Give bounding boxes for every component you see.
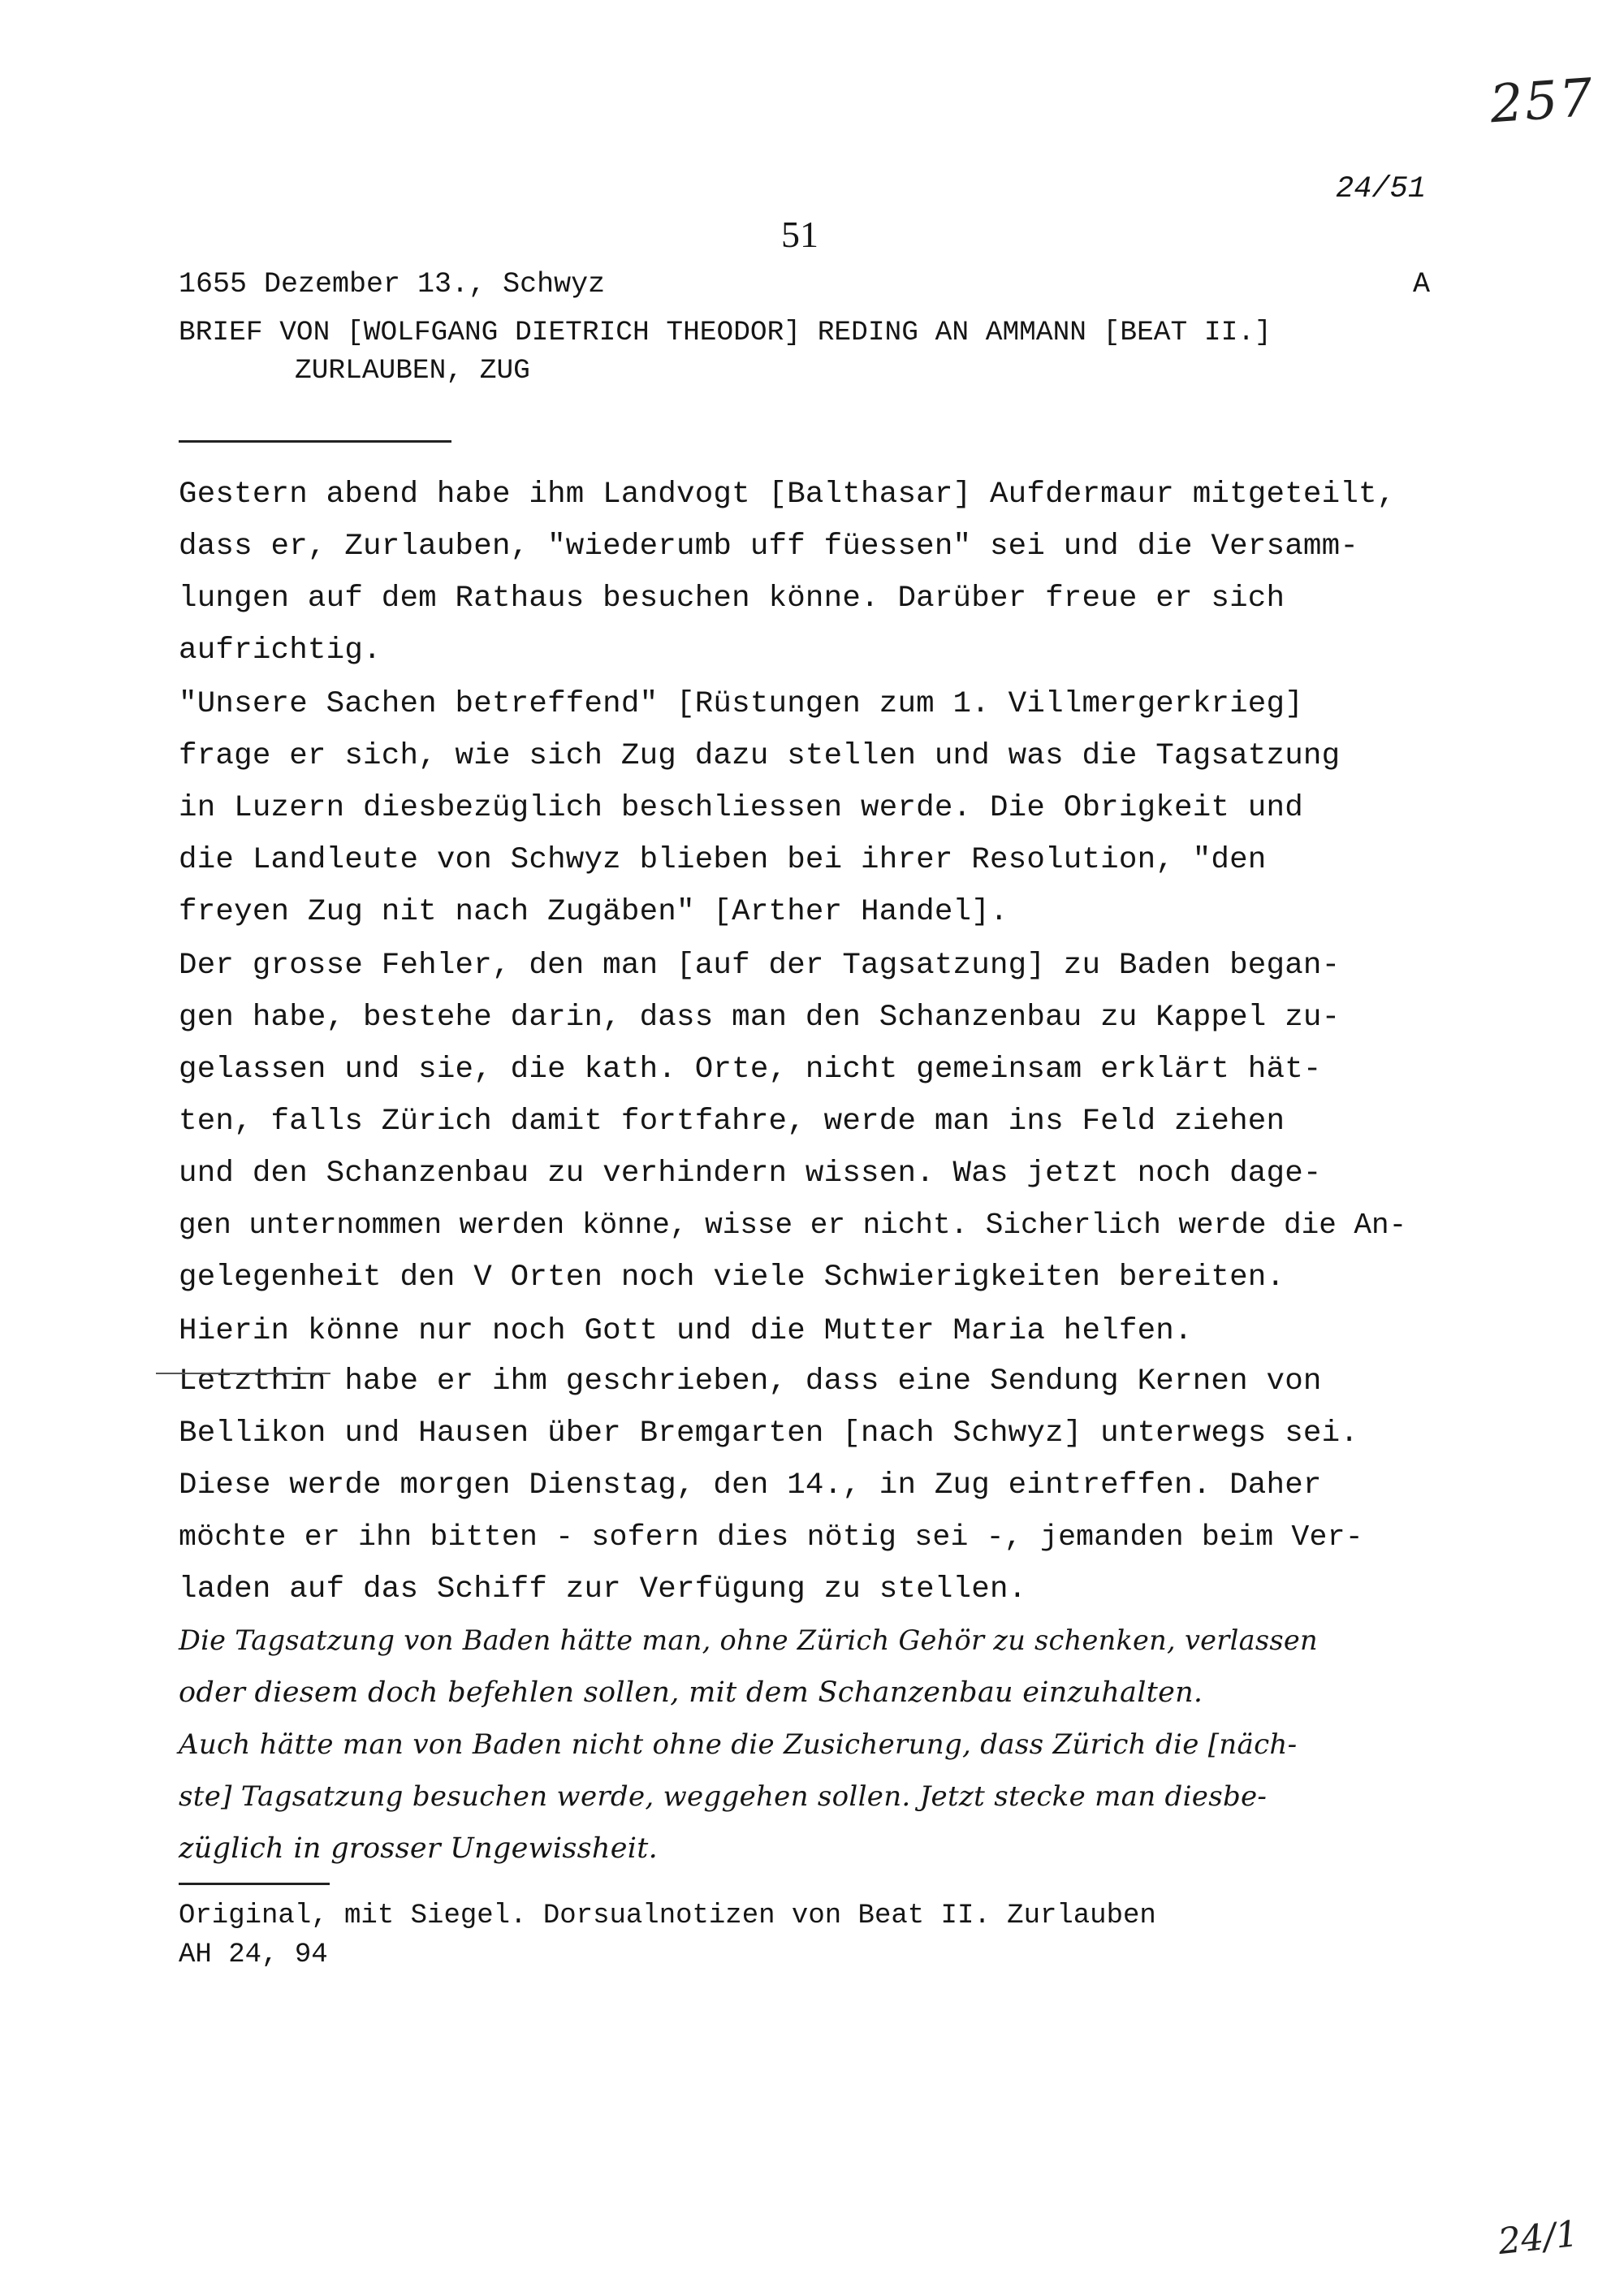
- italic-line: Auch hätte man von Baden nicht ohne die Zusicherung, dass Zürich die [näch-: [179, 1728, 1298, 1761]
- correction-mark: [156, 1373, 330, 1374]
- body-line: Bellikon und Hausen über Bremgarten [nach Schwyz] unterwegs sei.: [179, 1416, 1359, 1451]
- body-line: die Landleute von Schwyz blieben bei ihrer Resolution, "den: [179, 843, 1267, 877]
- body-line: dass er, Zurlauben, "wiederumb uff füessen" sei und die Versamm-: [179, 530, 1359, 564]
- header-divider: [179, 440, 451, 443]
- title-line-2: ZURLAUBEN, ZUG: [295, 355, 530, 387]
- body-line: gelassen und sie, die kath. Orte, nicht gemeinsam erklärt hät-: [179, 1053, 1322, 1087]
- body-line: und den Schanzenbau zu verhindern wissen. Was jetzt noch dage-: [179, 1157, 1322, 1191]
- body-line: in Luzern diesbezüglich beschliessen werde. Die Obrigkeit und: [179, 791, 1303, 825]
- reference-number: 24/51: [1336, 172, 1427, 206]
- body-line: Der grosse Fehler, den man [auf der Tagsatzung] zu Baden began-: [179, 949, 1341, 983]
- footer-divider: [179, 1883, 330, 1885]
- body-line: gen habe, bestehe darin, dass man den Schanzenbau zu Kappel zu-: [179, 1001, 1341, 1035]
- body-line: aufrichtig.: [179, 634, 382, 668]
- body-line: möchte er ihn bitten - sofern dies nötig sei -, jemanden beim Ver-: [179, 1520, 1363, 1554]
- source-note: Original, mit Siegel. Dorsualnotizen von Beat II. Zurlauben: [179, 1901, 1156, 1931]
- body-line: gelegenheit den V Orten noch viele Schwierigkeiten bereiten.: [179, 1261, 1285, 1295]
- body-line: Letzthin habe er ihm geschrieben, dass eine Sendung Kernen von: [179, 1364, 1322, 1399]
- body-line: ten, falls Zürich damit fortfahre, werde man ins Feld ziehen: [179, 1105, 1285, 1139]
- document-number: 51: [781, 214, 818, 255]
- body-line: gen unternommen werden könne, wisse er nicht. Sicherlich werde die An-: [179, 1209, 1407, 1242]
- letter-type-mark: A: [1413, 268, 1431, 301]
- body-line: frage er sich, wie sich Zug dazu stellen und was die Tagsatzung: [179, 739, 1341, 773]
- body-line: Diese werde morgen Dienstag, den 14., in Zug eintreffen. Daher: [179, 1468, 1322, 1503]
- body-line: freyen Zug nit nach Zugäben" [Arther Handel].: [179, 895, 1009, 929]
- italic-line: oder diesem doch befehlen sollen, mit dem Schanzenbau einzuhalten.: [179, 1676, 1203, 1709]
- archive-mark: 257: [1488, 67, 1596, 136]
- body-line: laden auf das Schiff zur Verfügung zu stellen.: [179, 1572, 1027, 1607]
- title-line-1: BRIEF VON [WOLFGANG DIETRICH THEODOR] REDING AN AMMANN [BEAT II.]: [179, 317, 1272, 348]
- body-line: Gestern abend habe ihm Landvogt [Balthasar] Aufdermaur mitgeteilt,: [179, 478, 1396, 512]
- italic-line: züglich in grosser Ungewissheit.: [179, 1832, 659, 1865]
- body-line: lungen auf dem Rathaus besuchen könne. Darüber freue er sich: [179, 582, 1285, 616]
- body-line: Hierin könne nur noch Gott und die Mutter Maria helfen.: [179, 1314, 1193, 1348]
- page-folio: 24/1: [1496, 2212, 1581, 2264]
- date-place: 1655 Dezember 13., Schwyz: [179, 268, 606, 301]
- italic-line: Die Tagsatzung von Baden hätte man, ohne Zürich Gehör zu schenken, verlassen: [179, 1624, 1318, 1656]
- italic-line: ste] Tagsatzung besuchen werde, weggehen sollen. Jetzt stecke man diesbe-: [179, 1780, 1268, 1813]
- archive-reference: AH 24, 94: [179, 1940, 328, 1970]
- body-line: "Unsere Sachen betreffend" [Rüstungen zum 1. Villmergerkrieg]: [179, 687, 1303, 721]
